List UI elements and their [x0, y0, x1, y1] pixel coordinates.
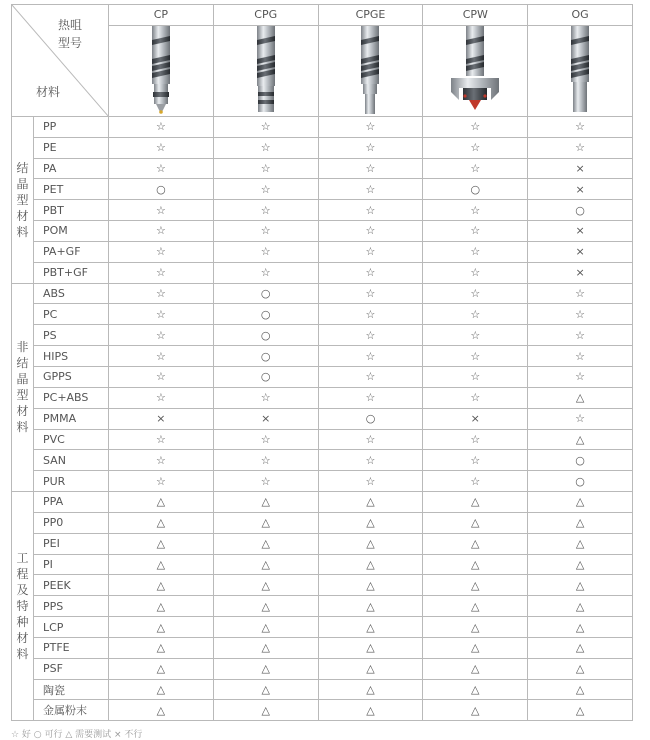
- compatibility-rating: △: [109, 596, 214, 617]
- compatibility-rating: △: [213, 533, 318, 554]
- compatibility-table-body: [12, 116, 633, 720]
- compatibility-rating: ☆: [423, 304, 528, 325]
- compatibility-rating: ☆: [318, 325, 423, 346]
- compatibility-rating: △: [318, 679, 423, 700]
- compatibility-rating: ○: [213, 304, 318, 325]
- compatibility-rating: △: [213, 575, 318, 596]
- material-name: PPS: [34, 596, 109, 617]
- compatibility-rating: ☆: [423, 471, 528, 492]
- compatibility-rating: ☆: [528, 366, 633, 387]
- compatibility-rating: ☆: [318, 241, 423, 262]
- compatibility-rating: △: [528, 575, 633, 596]
- compatibility-rating: ☆: [109, 158, 214, 179]
- compatibility-rating: ☆: [318, 450, 423, 471]
- table-row: [12, 346, 633, 367]
- compatibility-rating: ☆: [213, 241, 318, 262]
- compatibility-rating: △: [318, 700, 423, 721]
- compatibility-rating: △: [318, 533, 423, 554]
- compatibility-rating: △: [213, 596, 318, 617]
- compatibility-rating: ☆: [318, 387, 423, 408]
- compatibility-rating: △: [109, 492, 214, 513]
- compatibility-rating: ☆: [423, 283, 528, 304]
- compatibility-rating: △: [423, 575, 528, 596]
- compatibility-rating: ☆: [109, 346, 214, 367]
- compatibility-rating: △: [318, 575, 423, 596]
- material-group-label: 非 结 晶 型 材 料: [12, 283, 34, 491]
- compatibility-rating: △: [423, 512, 528, 533]
- material-name: PC+ABS: [34, 387, 109, 408]
- compatibility-rating: △: [213, 512, 318, 533]
- header-corner-cell: [12, 5, 109, 117]
- table-row: [12, 554, 633, 575]
- compatibility-rating: ☆: [109, 137, 214, 158]
- table-row: [12, 637, 633, 658]
- table-row: [12, 408, 633, 429]
- material-name: 金属粉末: [34, 700, 109, 721]
- compatibility-rating: ☆: [213, 200, 318, 221]
- compatibility-rating: △: [423, 700, 528, 721]
- compatibility-rating: △: [213, 679, 318, 700]
- table-row: [12, 179, 633, 200]
- material-name: PP0: [34, 512, 109, 533]
- compatibility-rating: ○: [213, 325, 318, 346]
- compatibility-rating: △: [528, 679, 633, 700]
- corner-label-model: 热咀 型号: [57, 18, 82, 50]
- compatibility-rating: ○: [213, 366, 318, 387]
- material-name: PTFE: [34, 637, 109, 658]
- compatibility-rating: ☆: [423, 325, 528, 346]
- table-row: [12, 158, 633, 179]
- compatibility-rating: △: [528, 533, 633, 554]
- material-name: PMMA: [34, 408, 109, 429]
- compatibility-rating: ☆: [213, 262, 318, 283]
- compatibility-rating: ☆: [423, 116, 528, 137]
- compatibility-rating: △: [423, 596, 528, 617]
- compatibility-rating: ☆: [213, 116, 318, 137]
- compatibility-rating: ☆: [318, 221, 423, 242]
- material-group-label: 结 晶 型 材 料: [12, 116, 34, 283]
- table-row: [12, 471, 633, 492]
- compatibility-rating: △: [109, 679, 214, 700]
- compatibility-rating: ☆: [423, 429, 528, 450]
- compatibility-rating: ☆: [528, 137, 633, 158]
- compatibility-rating: ○: [528, 471, 633, 492]
- compatibility-rating: △: [109, 575, 214, 596]
- compatibility-rating: △: [528, 700, 633, 721]
- table-row: [12, 137, 633, 158]
- compatibility-rating: ☆: [318, 283, 423, 304]
- compatibility-rating: ○: [423, 179, 528, 200]
- compatibility-rating: ☆: [318, 429, 423, 450]
- compatibility-rating: ☆: [109, 200, 214, 221]
- compatibility-rating: △: [528, 617, 633, 638]
- compatibility-rating: △: [213, 492, 318, 513]
- table-row: [12, 200, 633, 221]
- compatibility-rating: ☆: [213, 387, 318, 408]
- material-name: PI: [34, 554, 109, 575]
- compatibility-rating: △: [109, 554, 214, 575]
- model-header-cpw: CPW: [423, 5, 528, 26]
- compatibility-rating: ☆: [423, 241, 528, 262]
- compatibility-rating: ☆: [109, 283, 214, 304]
- compatibility-rating: ☆: [423, 262, 528, 283]
- compatibility-rating: △: [528, 429, 633, 450]
- compatibility-rating: ☆: [318, 179, 423, 200]
- material-name: SAN: [34, 450, 109, 471]
- material-group-label: 工 程 及 特 种 材 料: [12, 492, 34, 721]
- compatibility-rating: ×: [528, 158, 633, 179]
- table-row: [12, 658, 633, 679]
- material-name: HIPS: [34, 346, 109, 367]
- compatibility-rating: ×: [528, 262, 633, 283]
- compatibility-rating: △: [423, 533, 528, 554]
- compatibility-rating: ☆: [318, 304, 423, 325]
- table-row: [12, 387, 633, 408]
- compatibility-rating: ☆: [318, 137, 423, 158]
- model-header-cpg: CPG: [213, 5, 318, 26]
- compatibility-rating: △: [109, 637, 214, 658]
- table-row: [12, 241, 633, 262]
- compatibility-rating: ☆: [109, 241, 214, 262]
- compatibility-rating: △: [423, 492, 528, 513]
- compatibility-rating: ☆: [109, 387, 214, 408]
- compatibility-rating: △: [318, 637, 423, 658]
- compatibility-rating: ☆: [528, 346, 633, 367]
- compatibility-rating: ×: [528, 241, 633, 262]
- compatibility-rating: △: [528, 492, 633, 513]
- material-name: PBT+GF: [34, 262, 109, 283]
- compatibility-rating: ☆: [213, 471, 318, 492]
- compatibility-rating: △: [318, 617, 423, 638]
- compatibility-rating: △: [318, 492, 423, 513]
- compatibility-rating: △: [213, 658, 318, 679]
- model-header-og: OG: [528, 5, 633, 26]
- compatibility-rating: ☆: [528, 304, 633, 325]
- compatibility-rating: ☆: [528, 408, 633, 429]
- model-header-cpge: CPGE: [318, 5, 423, 26]
- compatibility-rating: ☆: [318, 200, 423, 221]
- table-row: [12, 366, 633, 387]
- material-name: PUR: [34, 471, 109, 492]
- compatibility-rating: ☆: [423, 387, 528, 408]
- compatibility-rating: ☆: [213, 137, 318, 158]
- material-name: PSF: [34, 658, 109, 679]
- material-name: PEEK: [34, 575, 109, 596]
- material-name: PBT: [34, 200, 109, 221]
- compatibility-rating: ☆: [423, 137, 528, 158]
- compatibility-rating: △: [318, 658, 423, 679]
- compatibility-rating: ☆: [318, 158, 423, 179]
- table-row: [12, 429, 633, 450]
- compatibility-rating: ×: [109, 408, 214, 429]
- compatibility-rating: ☆: [318, 262, 423, 283]
- compatibility-rating: ○: [528, 200, 633, 221]
- compatibility-rating: ○: [213, 283, 318, 304]
- compatibility-rating: △: [528, 637, 633, 658]
- compatibility-rating: ☆: [423, 158, 528, 179]
- table-row: [12, 679, 633, 700]
- material-name: ABS: [34, 283, 109, 304]
- compatibility-rating: ☆: [318, 366, 423, 387]
- compatibility-rating: △: [423, 637, 528, 658]
- compatibility-rating: △: [423, 617, 528, 638]
- compatibility-rating: △: [318, 512, 423, 533]
- compatibility-rating: ○: [213, 346, 318, 367]
- compatibility-rating: ☆: [109, 450, 214, 471]
- nozzle-image-cp: [109, 25, 214, 116]
- compatibility-rating: ○: [109, 179, 214, 200]
- table-row: [12, 617, 633, 638]
- compatibility-rating: △: [528, 554, 633, 575]
- nozzle-image-og: [528, 25, 633, 116]
- compatibility-rating: △: [318, 596, 423, 617]
- model-header-cp: CP: [109, 5, 214, 26]
- compatibility-rating: △: [109, 700, 214, 721]
- compatibility-rating: ○: [318, 408, 423, 429]
- material-name: LCP: [34, 617, 109, 638]
- material-name: PEI: [34, 533, 109, 554]
- compatibility-rating: ☆: [109, 429, 214, 450]
- compatibility-rating: △: [528, 512, 633, 533]
- table-row: [12, 116, 633, 137]
- compatibility-rating: ☆: [423, 346, 528, 367]
- compatibility-rating: ☆: [423, 200, 528, 221]
- compatibility-rating: △: [109, 512, 214, 533]
- compatibility-rating: ☆: [318, 471, 423, 492]
- table-row: [12, 325, 633, 346]
- compatibility-rating: ☆: [213, 221, 318, 242]
- compatibility-rating: ☆: [213, 158, 318, 179]
- compatibility-rating: △: [109, 658, 214, 679]
- material-name: 陶瓷: [34, 679, 109, 700]
- compatibility-rating: △: [423, 679, 528, 700]
- material-name: PPA: [34, 492, 109, 513]
- compatibility-rating: ☆: [109, 116, 214, 137]
- compatibility-rating: ☆: [318, 346, 423, 367]
- compatibility-rating: ☆: [213, 179, 318, 200]
- compatibility-rating: △: [213, 554, 318, 575]
- compatibility-table: [11, 4, 633, 721]
- nozzle-image-cpge: [318, 25, 423, 116]
- compatibility-rating: ☆: [318, 116, 423, 137]
- corner-label-material: 材料: [36, 84, 61, 99]
- compatibility-rating: ☆: [109, 471, 214, 492]
- compatibility-rating: △: [213, 637, 318, 658]
- compatibility-rating: ☆: [528, 325, 633, 346]
- material-name: PC: [34, 304, 109, 325]
- compatibility-rating: ☆: [213, 450, 318, 471]
- table-row: [12, 283, 633, 304]
- table-row: [12, 304, 633, 325]
- material-name: PP: [34, 116, 109, 137]
- compatibility-rating: ☆: [423, 366, 528, 387]
- table-row: [12, 700, 633, 721]
- table-row: [12, 262, 633, 283]
- table-row: [12, 596, 633, 617]
- material-name: PS: [34, 325, 109, 346]
- material-name: PET: [34, 179, 109, 200]
- nozzle-image-cpw: [423, 25, 528, 116]
- material-name: PE: [34, 137, 109, 158]
- table-row: [12, 221, 633, 242]
- compatibility-rating: ☆: [528, 116, 633, 137]
- legend-footnote: ☆ 好 ○ 可行 △ 需要测试 × 不行: [11, 730, 143, 740]
- compatibility-rating: △: [528, 387, 633, 408]
- compatibility-rating: △: [528, 658, 633, 679]
- compatibility-rating: ○: [528, 450, 633, 471]
- compatibility-rating: △: [213, 617, 318, 638]
- compatibility-rating: ×: [213, 408, 318, 429]
- compatibility-rating: △: [109, 617, 214, 638]
- table-row: [12, 492, 633, 513]
- material-name: PA+GF: [34, 241, 109, 262]
- table-row: [12, 575, 633, 596]
- table-row: [12, 533, 633, 554]
- compatibility-rating: ☆: [109, 366, 214, 387]
- compatibility-rating: ☆: [109, 262, 214, 283]
- table-row: [12, 512, 633, 533]
- nozzle-image-cpg: [213, 25, 318, 116]
- compatibility-rating: △: [318, 554, 423, 575]
- compatibility-rating: ☆: [423, 450, 528, 471]
- compatibility-rating: ☆: [109, 221, 214, 242]
- compatibility-rating: △: [423, 554, 528, 575]
- compatibility-rating: ☆: [528, 283, 633, 304]
- compatibility-rating: ☆: [109, 325, 214, 346]
- compatibility-rating: ☆: [109, 304, 214, 325]
- compatibility-rating: ×: [423, 408, 528, 429]
- compatibility-rating: ☆: [423, 221, 528, 242]
- material-name: PVC: [34, 429, 109, 450]
- material-name: GPPS: [34, 366, 109, 387]
- compatibility-rating: △: [109, 533, 214, 554]
- material-name: PA: [34, 158, 109, 179]
- compatibility-rating: ☆: [213, 429, 318, 450]
- table-row: [12, 450, 633, 471]
- compatibility-rating: △: [213, 700, 318, 721]
- compatibility-rating: △: [528, 596, 633, 617]
- compatibility-rating: ×: [528, 221, 633, 242]
- compatibility-rating: ×: [528, 179, 633, 200]
- compatibility-rating: △: [423, 658, 528, 679]
- material-name: POM: [34, 221, 109, 242]
